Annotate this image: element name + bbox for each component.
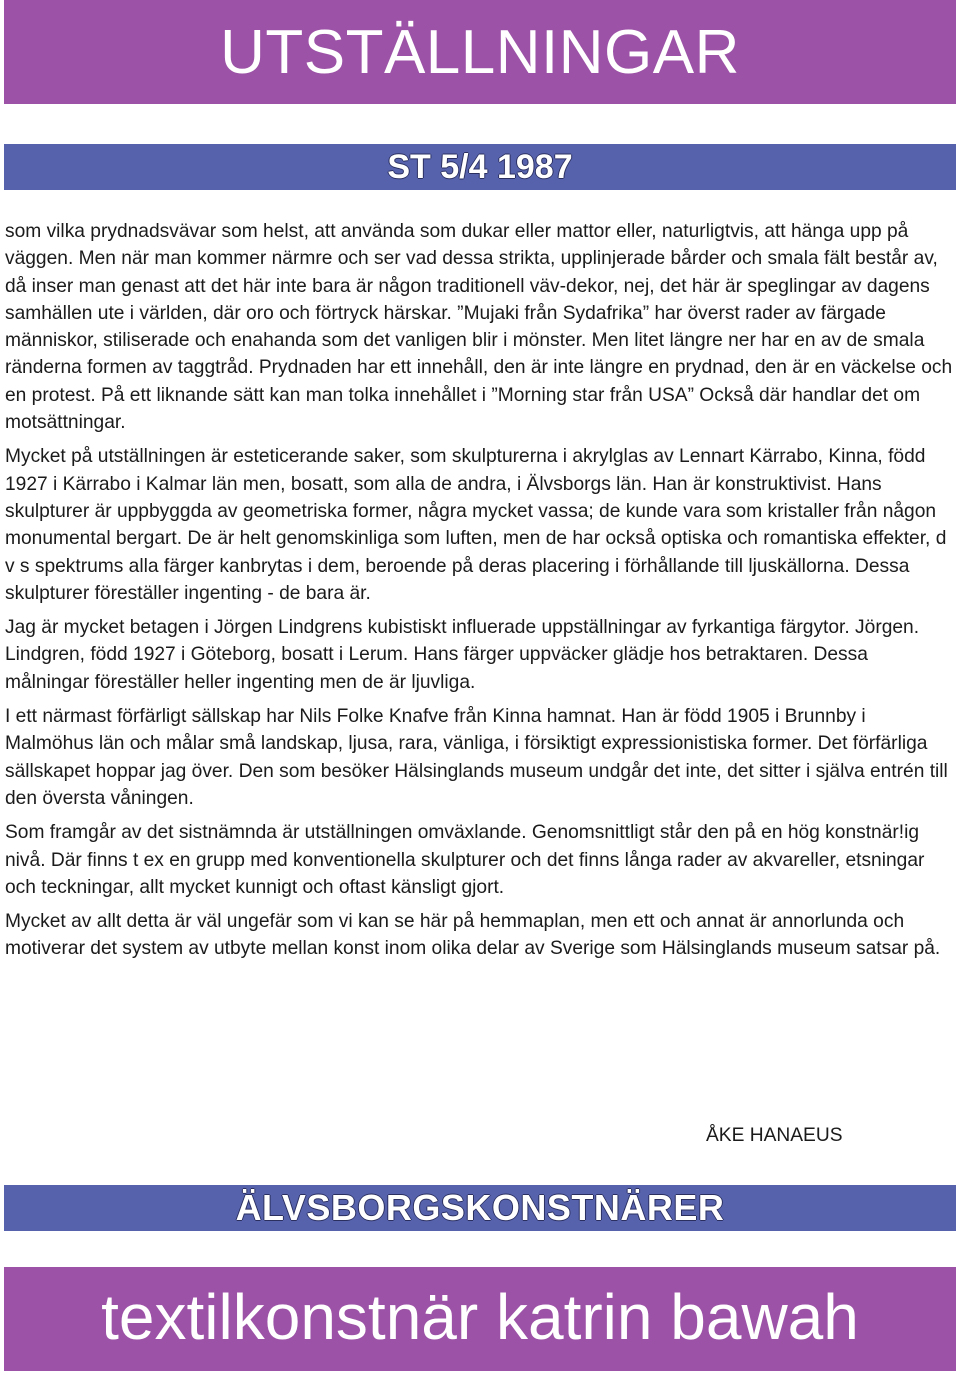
section-banner [4,1185,956,1231]
page-title: UTSTÄLLNINGAR [220,17,740,87]
article-paragraph: Jag är mycket betagen i Jörgen Lindgrens kubistiskt influerade uppställningar av fyrkantiga färgytor. Jörgen. Lindgren, född 1927 i Göteborg, bosatt i Lerum. Hans färger uppväcker glädje hos betraktaren. Dessa målningar föreställer heller ingenting men de är ljuvliga. [5,617,920,693]
article-paragraph: som vilka prydnadsvävar som helst, att använda som dukar eller mattor eller, naturligtvis, att hänga upp på väggen. Men när man kommer närmre och ser vad dessa strikta, upplinjerade bårder och smala fält består av, då inser man genast att det här inte bara är någon traditionell väv-dekor, nej, det här är speglingar av dagens samhällen ute i världen, där oro och förtryck härskar. ”Mujaki från Sydafrika” har överst rader av färgade människor, stiliserade och enahanda som det vanligen blir i mönster. Men litet längre ner har en av de smala ränderna formen av taggtråd. Prydnaden har ett innehåll, den är inte längre en prydnad, den är en väckelse och en protest. På ett liknande sätt kan man tolka innehållet i ”Morning star från USA” Också där handlar det om motsättningar. [5,221,953,434]
article-paragraph: Som framgår av det sistnämnda är utställningen omväxlande. Genomsnittligt står den på en hög konstnär!ig nivå. Där finns t ex en grupp med konventionella skulpturer och det finns långa rader av akvareller, etsningar och teckningar, allt mycket kunnigt och oftast känsligt gjort. [5,822,925,898]
section-title: ÄLVSBORGSKONSTNÄRER [235,1187,725,1228]
article-paragraph: I ett närmast förfärligt sällskap har Nils Folke Knafve från Kinna hamnat. Han är född 1905 i Brunnby i Malmöhus län och målar små landskap, ljusa, rara, vänliga, i försiktigt expressionistiska former. Det förfärliga sällskapet hoppar jag över. Den som besöker Hälsinglands museum undgår det inte, det sitter i själva entrén till den översta våningen. [5,706,948,809]
date-banner [4,144,956,190]
author-signature: ÅKE HANAEUS [706,1125,843,1146]
footer-banner [4,1267,956,1371]
article-body [5,218,955,970]
footer-title: textilkonstnär katrin bawah [101,1281,859,1353]
article-paragraph: Mycket av allt detta är väl ungefär som vi kan se här på hemmaplan, men ett och annat är annorlunda och motiverar det system av utbyte mellan konst inom olika delar av Sverige som Hälsinglands museum satsar på. [5,911,941,960]
header-banner [4,0,956,104]
article-paragraph: Mycket på utställningen är esteticerande saker, som skulpturerna i akrylglas av Lennart Kärrabo, Kinna, född 1927 i Kärrabo i Kalmar län men, bosatt, som alla de andra, i Älvsborgs län. Han är konstruktivist. Hans skulpturer är uppbyggda av geometriska former, några mycket vassa; de kunde vara som kristaller från någon monumental bergart. De är helt genomskinliga som luften, men de har också optiska och romantiska effekter, d v s spektrums alla färger kanbrytas i dem, beroende på deras placering i förhållande till ljuskällorna. Dessa skulpturer föreställer ingenting - de bara är. [5,446,947,604]
publication-date: ST 5/4 1987 [387,147,573,186]
